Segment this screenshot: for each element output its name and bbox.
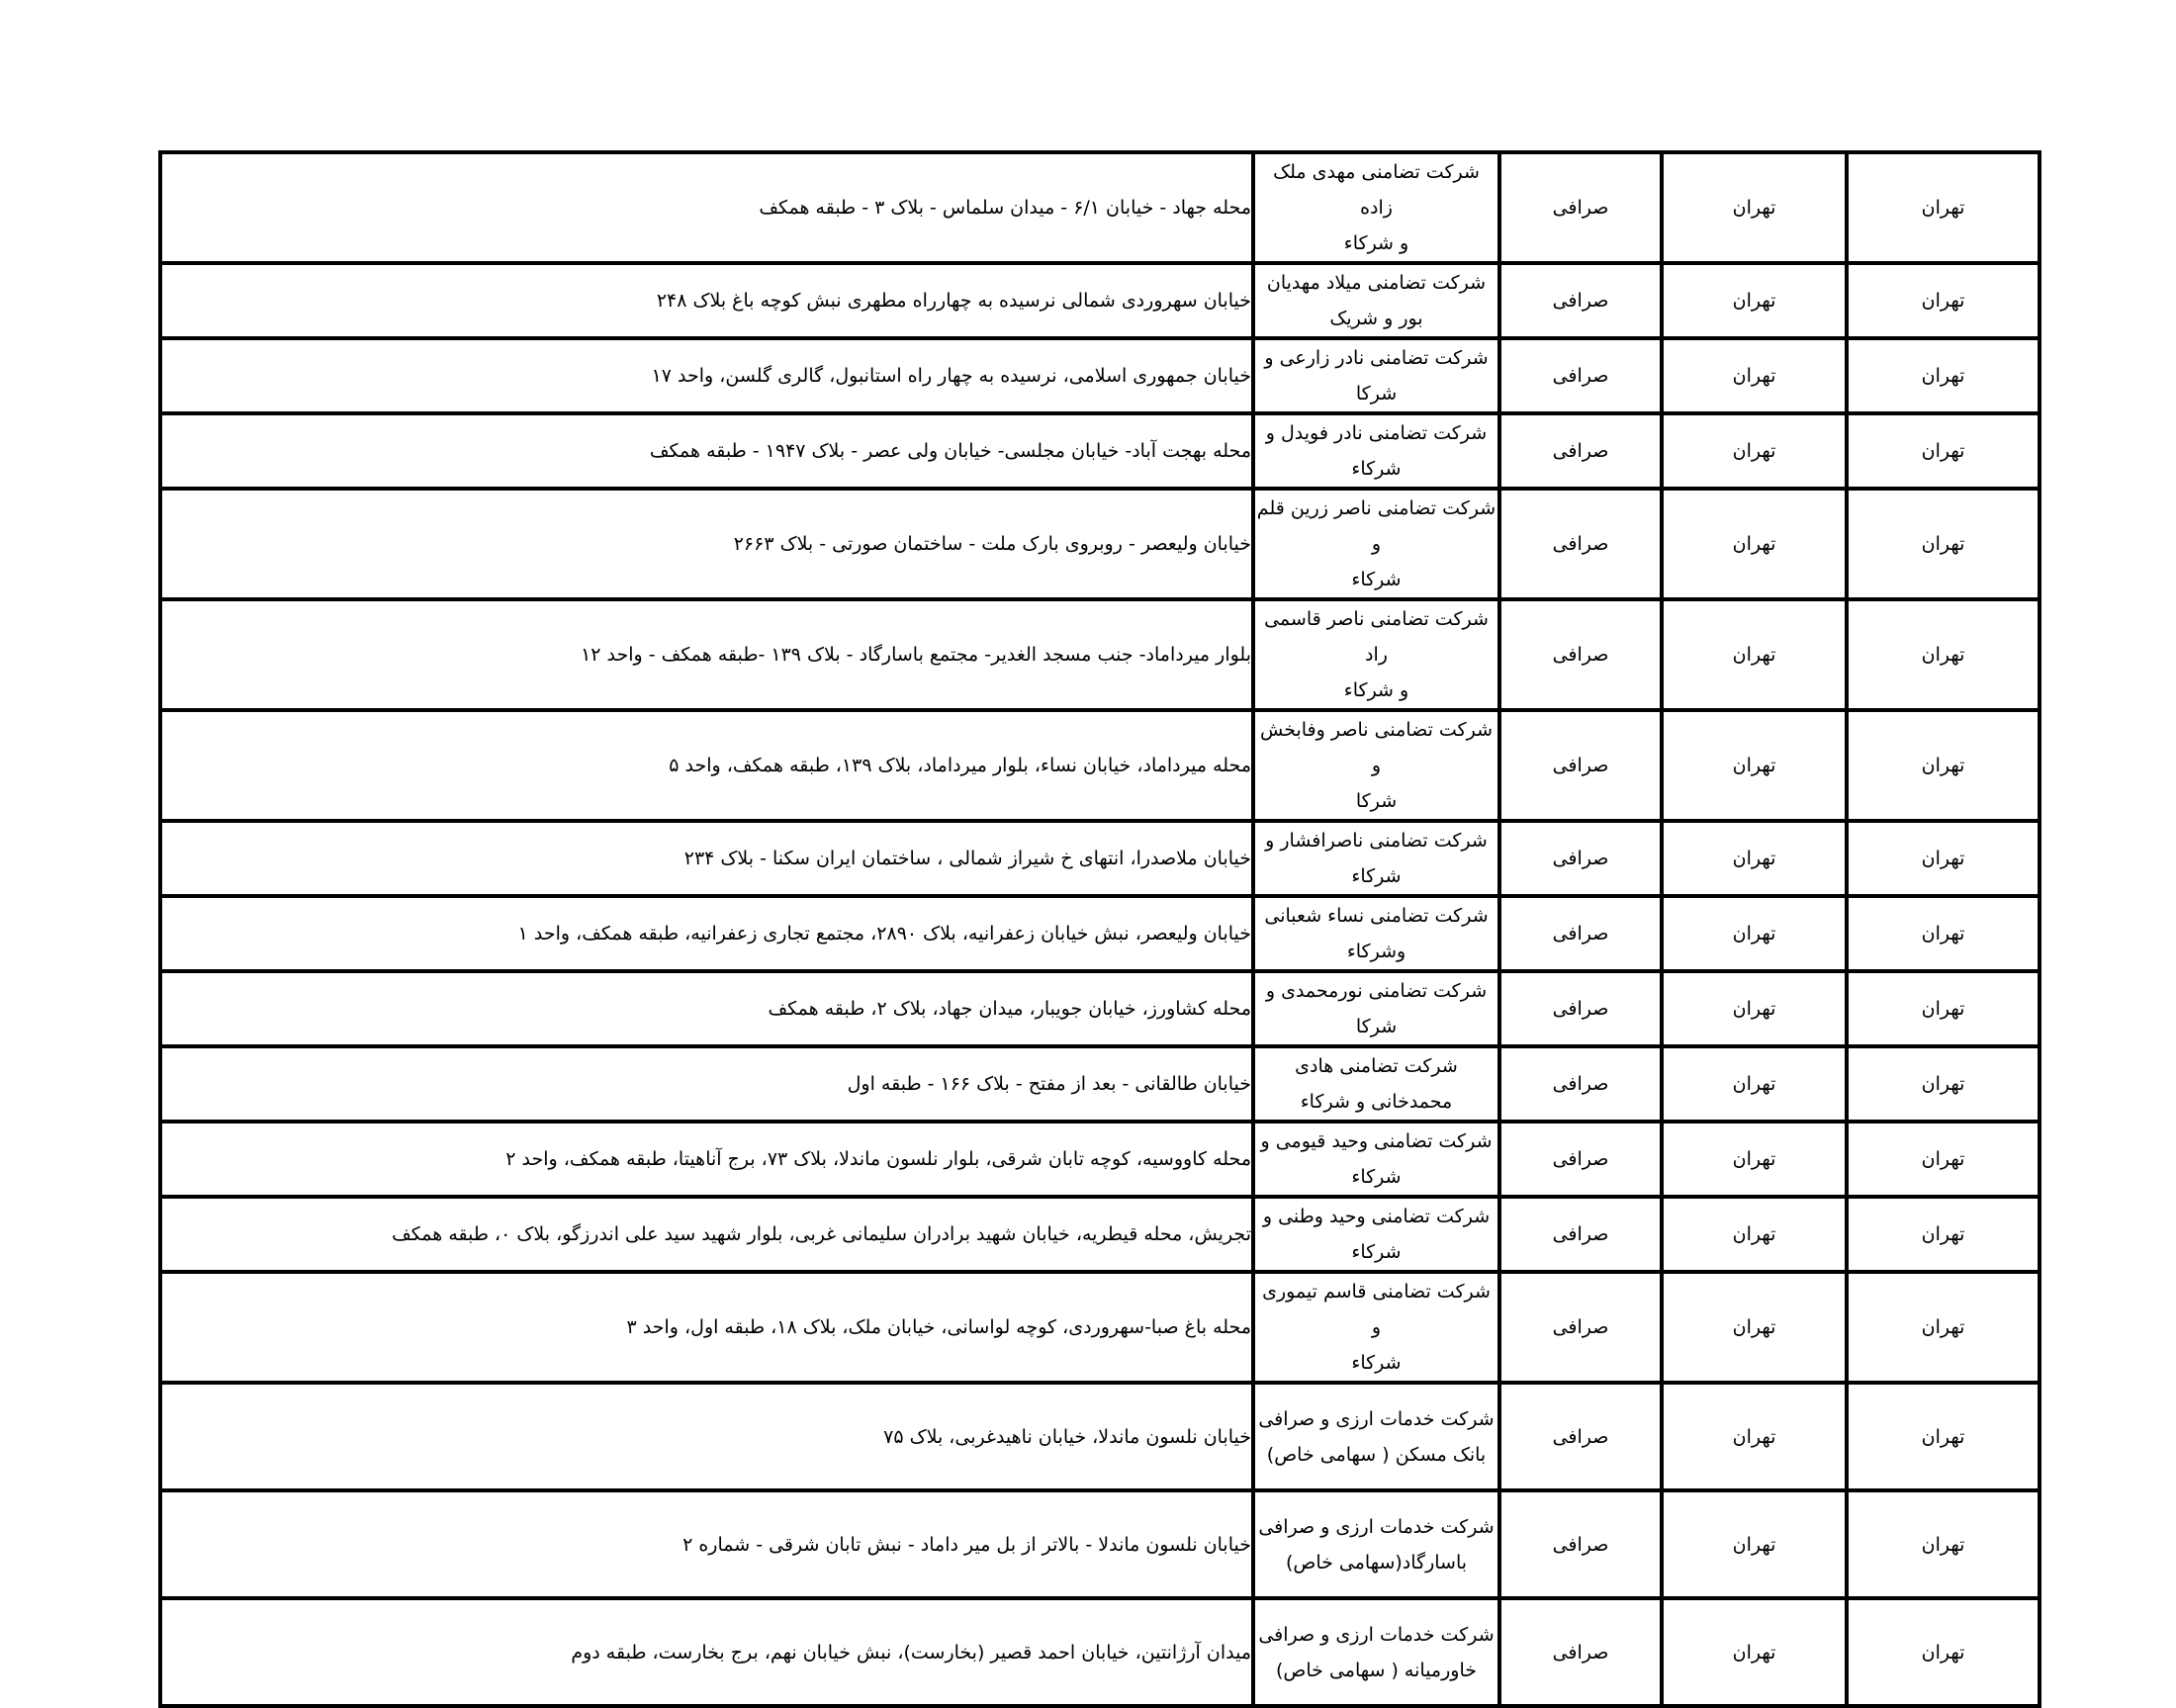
business-type-cell [1499, 971, 1662, 1046]
city-text: تهران [1732, 848, 1776, 869]
business-type-text: صرافی [1552, 1533, 1609, 1556]
company-name-cell [1253, 1383, 1499, 1490]
address-text: تجریش، محله قیطریه، خیابان شهید برادران سلیمانی غربی، بلوار شهید سید علی اندرزگو، بلاک ۰، طبقه همکف [392, 1223, 1251, 1245]
city-cell [1662, 971, 1847, 1046]
city-cell [1662, 1272, 1847, 1383]
address-text: محله میرداماد، خیابان نساء، بلوار میرداماد، بلاک ۱۳۹، طبقه همکف، واحد ۵ [669, 755, 1251, 776]
business-type-cell [1499, 152, 1662, 263]
business-type-text: صرافی [1552, 1073, 1609, 1095]
table-row-13 [160, 1197, 2040, 1272]
province-text: تهران [1921, 644, 1965, 666]
address-text: محله کاووسیه، کوچه تابان شرقی، بلوار نلسون ماندلا، بلاک ۷۳، برج آناهیتا، طبقه همکف، واحد ۲ [505, 1148, 1251, 1170]
company-name-line2: باسارگاد(سهامی خاص) [1285, 1551, 1468, 1573]
address-cell [160, 971, 1253, 1046]
business-type-text: صرافی [1552, 1148, 1609, 1170]
city-text: تهران [1732, 533, 1776, 555]
company-name-cell [1253, 1046, 1499, 1122]
table-row-17 [160, 1598, 2040, 1706]
business-type-text: صرافی [1552, 1316, 1609, 1338]
company-name-line2: و شرکاء [1343, 232, 1409, 254]
company-name-cell [1253, 1490, 1499, 1598]
business-type-text: صرافی [1552, 923, 1609, 944]
company-name-line2: و شرکاء [1343, 679, 1409, 701]
city-cell [1662, 896, 1847, 971]
company-name-cell [1253, 152, 1499, 263]
city-cell [1662, 1383, 1847, 1490]
company-name-line2: وشرکاء [1346, 941, 1406, 962]
city-cell [1662, 152, 1847, 263]
address-text: خیابان طالقانی - بعد از مفتح - بلاک ۱۶۶ - طبقه اول [847, 1073, 1251, 1095]
province-text: تهران [1921, 365, 1965, 387]
city-cell [1662, 413, 1847, 489]
province-text: تهران [1921, 755, 1965, 776]
city-text: تهران [1732, 923, 1776, 944]
address-text: محله باغ صبا-سهروردی، کوچه لواسانی، خیابان ملک، بلاک ۱۸، طبقه اول، واحد ۳ [626, 1316, 1251, 1338]
city-text: تهران [1732, 1073, 1776, 1095]
province-cell [1847, 971, 2040, 1046]
company-name-line1: شرکت تضامنی وحید وطنی و [1262, 1206, 1491, 1227]
city-text: تهران [1732, 440, 1776, 462]
address-cell [160, 263, 1253, 338]
address-cell [160, 413, 1253, 489]
address-cell [160, 1272, 1253, 1383]
company-name-cell [1253, 599, 1499, 710]
city-cell [1662, 1046, 1847, 1122]
city-text: تهران [1732, 998, 1776, 1020]
company-name-line2: شرکاء [1351, 1166, 1402, 1188]
province-text: تهران [1921, 998, 1965, 1020]
table-row-6 [160, 599, 2040, 710]
company-name-cell [1253, 1598, 1499, 1706]
address-text: میدان آرژانتین، خیابان احمد قصیر (بخارست)، نبش خیابان نهم، برج بخارست، طبقه دوم [571, 1641, 1251, 1663]
company-name-cell [1253, 971, 1499, 1046]
company-name-line1: شرکت تضامنی ناصر قاسمی راد [1264, 608, 1489, 666]
province-cell [1847, 1272, 2040, 1383]
company-name-cell [1253, 1272, 1499, 1383]
company-name-line2: بور و شریک [1329, 308, 1423, 329]
company-name-line2: شرکاء [1351, 1352, 1402, 1374]
province-cell [1847, 599, 2040, 710]
table-row-8 [160, 821, 2040, 896]
city-text: تهران [1732, 1425, 1776, 1448]
business-type-cell [1499, 599, 1662, 710]
business-type-cell [1499, 710, 1662, 821]
address-cell [160, 1383, 1253, 1490]
business-type-cell [1499, 1197, 1662, 1272]
company-name-cell [1253, 263, 1499, 338]
province-text: تهران [1921, 290, 1965, 312]
table-row-16 [160, 1490, 2040, 1598]
table-row-10 [160, 971, 2040, 1046]
city-cell [1662, 821, 1847, 896]
table-row-11 [160, 1046, 2040, 1122]
province-cell [1847, 489, 2040, 599]
business-type-text: صرافی [1552, 440, 1609, 462]
table-row-12 [160, 1122, 2040, 1197]
business-type-cell [1499, 1122, 1662, 1197]
business-type-cell [1499, 263, 1662, 338]
business-type-text: صرافی [1552, 1641, 1609, 1663]
business-type-cell [1499, 821, 1662, 896]
address-text: خیابان نلسون ماندلا، خیابان ناهیدغربی، بلاک ۷۵ [883, 1425, 1251, 1448]
table-row-15 [160, 1383, 2040, 1490]
city-cell [1662, 263, 1847, 338]
city-cell [1662, 1122, 1847, 1197]
city-text: تهران [1732, 1223, 1776, 1245]
company-name-line1: شرکت تضامنی هادی [1295, 1055, 1458, 1077]
address-cell [160, 599, 1253, 710]
address-cell [160, 1122, 1253, 1197]
address-text: محله بهجت آباد- خیابان مجلسی- خیابان ولی عصر - بلاک ۱۹۴۷ - طبقه همکف [649, 440, 1251, 462]
company-name-line1: شرکت تضامنی ناصر زرین قلم و [1256, 497, 1496, 555]
table-row-2 [160, 263, 2040, 338]
business-type-text: صرافی [1552, 365, 1609, 387]
city-cell [1662, 489, 1847, 599]
company-name-cell [1253, 489, 1499, 599]
company-name-line1: شرکت تضامنی نورمحمدی و [1265, 980, 1488, 1002]
city-text: تهران [1732, 755, 1776, 776]
company-name-line2: شرکاء [1351, 569, 1402, 590]
company-name-line1: شرکت تضامنی قاسم تیموری و [1262, 1281, 1491, 1338]
company-name-line1: شرکت تضامنی مهدی ملک زاده [1273, 161, 1480, 219]
city-cell [1662, 338, 1847, 413]
province-cell [1847, 710, 2040, 821]
company-name-line2: شرکا [1355, 383, 1398, 405]
company-name-cell [1253, 1197, 1499, 1272]
province-cell [1847, 1197, 2040, 1272]
business-type-text: صرافی [1552, 998, 1609, 1020]
city-text: تهران [1732, 1533, 1776, 1556]
company-name-line1: شرکت تضامنی نادر فویدل و [1265, 422, 1488, 444]
company-name-line1: شرکت تضامنی میلاد مهدیان [1266, 272, 1487, 294]
province-text: تهران [1921, 197, 1965, 219]
business-type-cell [1499, 896, 1662, 971]
company-name-line1: شرکت تضامنی نادر زارعی و [1264, 347, 1489, 369]
company-name-cell [1253, 413, 1499, 489]
company-name-line2: خاورمیانه ( سهامی خاص) [1276, 1659, 1477, 1681]
business-type-cell [1499, 1598, 1662, 1706]
company-name-line1: شرکت تضامنی وحید قیومی و [1260, 1130, 1493, 1152]
address-text: خیابان جمهوری اسلامی، نرسیده به چهار راه استانبول، گالری گلسن، واحد ۱۷ [651, 365, 1251, 387]
company-name-line2: بانک مسکن ( سهامی خاص) [1266, 1443, 1487, 1466]
business-type-text: صرافی [1552, 644, 1609, 666]
business-type-text: صرافی [1552, 533, 1609, 555]
address-cell [160, 1490, 1253, 1598]
city-text: تهران [1732, 1148, 1776, 1170]
address-cell [160, 1598, 1253, 1706]
address-text: خیابان ولیعصر، نبش خیابان زعفرانیه، بلاک ۲۸۹۰، مجتمع تجاری زعفرانیه، طبقه همکف، واحد ۱ [517, 923, 1251, 944]
province-cell [1847, 1490, 2040, 1598]
province-cell [1847, 413, 2040, 489]
business-type-cell [1499, 1383, 1662, 1490]
table-row-1 [160, 152, 2040, 263]
exchange-registry-table [158, 150, 2041, 1708]
province-text: تهران [1921, 1425, 1965, 1448]
address-text: بلوار میرداماد- جنب مسجد الغدیر- مجتمع باسارگاد - بلاک ۱۳۹ -طبقه همکف - واحد ۱۲ [581, 644, 1251, 666]
city-text: تهران [1732, 1641, 1776, 1663]
province-cell [1847, 152, 2040, 263]
address-text: محله کشاورز، خیابان جویبار، میدان جهاد، بلاک ۲، طبقه همکف [768, 998, 1251, 1020]
province-cell [1847, 263, 2040, 338]
province-cell [1847, 338, 2040, 413]
address-text: خیابان ملاصدرا، انتهای خ شیراز شمالی ، ساختمان ایران سکنا - بلاک ۲۳۴ [683, 848, 1251, 869]
business-type-cell [1499, 1046, 1662, 1122]
province-text: تهران [1921, 1533, 1965, 1556]
table-row-4 [160, 413, 2040, 489]
city-text: تهران [1732, 644, 1776, 666]
address-text: خیابان سهروردی شمالی نرسیده به چهارراه مطهری نبش کوچه باغ بلاک ۲۴۸ [656, 290, 1251, 312]
table-row-9 [160, 896, 2040, 971]
business-type-text: صرافی [1552, 1223, 1609, 1245]
address-text: خیابان نلسون ماندلا - بالاتر از بل میر داماد - نبش تابان شرقی - شماره ۲ [682, 1533, 1251, 1556]
company-name-cell [1253, 1122, 1499, 1197]
business-type-cell [1499, 413, 1662, 489]
table-row-7 [160, 710, 2040, 821]
province-text: تهران [1921, 848, 1965, 869]
province-text: تهران [1921, 440, 1965, 462]
province-cell [1847, 896, 2040, 971]
address-cell [160, 710, 1253, 821]
company-name-line2: شرکا [1355, 790, 1398, 812]
business-type-text: صرافی [1552, 290, 1609, 312]
province-text: تهران [1921, 1316, 1965, 1338]
address-cell [160, 152, 1253, 263]
table-row-3 [160, 338, 2040, 413]
table-row-14 [160, 1272, 2040, 1383]
address-cell [160, 489, 1253, 599]
address-cell [160, 1197, 1253, 1272]
province-cell [1847, 1122, 2040, 1197]
business-type-text: صرافی [1552, 848, 1609, 869]
company-name-line2: شرکاء [1351, 1241, 1402, 1263]
province-text: تهران [1921, 1148, 1965, 1170]
address-text: محله جهاد - خیابان ۶/۱ - میدان سلماس - بلاک ۳ - طبقه همکف [759, 197, 1251, 219]
province-cell [1847, 1383, 2040, 1490]
company-name-line1: شرکت تضامنی ناصر وفابخش و [1259, 719, 1494, 776]
company-name-line1: شرکت خدمات ارزی و صرافی [1258, 1407, 1495, 1430]
province-text: تهران [1921, 533, 1965, 555]
company-name-cell [1253, 896, 1499, 971]
province-text: تهران [1921, 1641, 1965, 1663]
province-cell [1847, 821, 2040, 896]
province-text: تهران [1921, 923, 1965, 944]
business-type-text: صرافی [1552, 1425, 1609, 1448]
province-text: تهران [1921, 1223, 1965, 1245]
city-cell [1662, 1598, 1847, 1706]
company-name-cell [1253, 821, 1499, 896]
address-cell [160, 1046, 1253, 1122]
city-cell [1662, 1197, 1847, 1272]
city-cell [1662, 1490, 1847, 1598]
company-name-line1: شرکت تضامنی ناصرافشار و [1265, 830, 1488, 852]
business-type-cell [1499, 489, 1662, 599]
company-name-line1: شرکت تضامنی نساء شعبانی [1264, 905, 1489, 927]
address-cell [160, 821, 1253, 896]
business-type-cell [1499, 1490, 1662, 1598]
company-name-cell [1253, 710, 1499, 821]
province-cell [1847, 1598, 2040, 1706]
city-text: تهران [1732, 197, 1776, 219]
company-name-line1: شرکت خدمات ارزی و صرافی [1258, 1623, 1495, 1646]
business-type-cell [1499, 338, 1662, 413]
province-text: تهران [1921, 1073, 1965, 1095]
address-cell [160, 338, 1253, 413]
company-name-line2: محمدخانی و شرکاء [1300, 1091, 1453, 1113]
city-text: تهران [1732, 290, 1776, 312]
company-name-cell [1253, 338, 1499, 413]
city-cell [1662, 710, 1847, 821]
province-cell [1847, 1046, 2040, 1122]
address-text: خیابان ولیعصر - روبروی بارک ملت - ساختمان صورتی - بلاک ۲۶۶۳ [733, 533, 1251, 555]
table-row-5 [160, 489, 2040, 599]
company-name-line2: شرکاء [1351, 458, 1402, 480]
city-text: تهران [1732, 1316, 1776, 1338]
company-name-line2: شرکاء [1351, 865, 1402, 887]
address-cell [160, 896, 1253, 971]
company-name-line2: شرکا [1355, 1016, 1398, 1037]
company-name-line1: شرکت خدمات ارزی و صرافی [1258, 1515, 1495, 1538]
city-text: تهران [1732, 365, 1776, 387]
table-body [160, 152, 2040, 1706]
business-type-cell [1499, 1272, 1662, 1383]
business-type-text: صرافی [1552, 755, 1609, 776]
city-cell [1662, 599, 1847, 710]
business-type-text: صرافی [1552, 197, 1609, 219]
